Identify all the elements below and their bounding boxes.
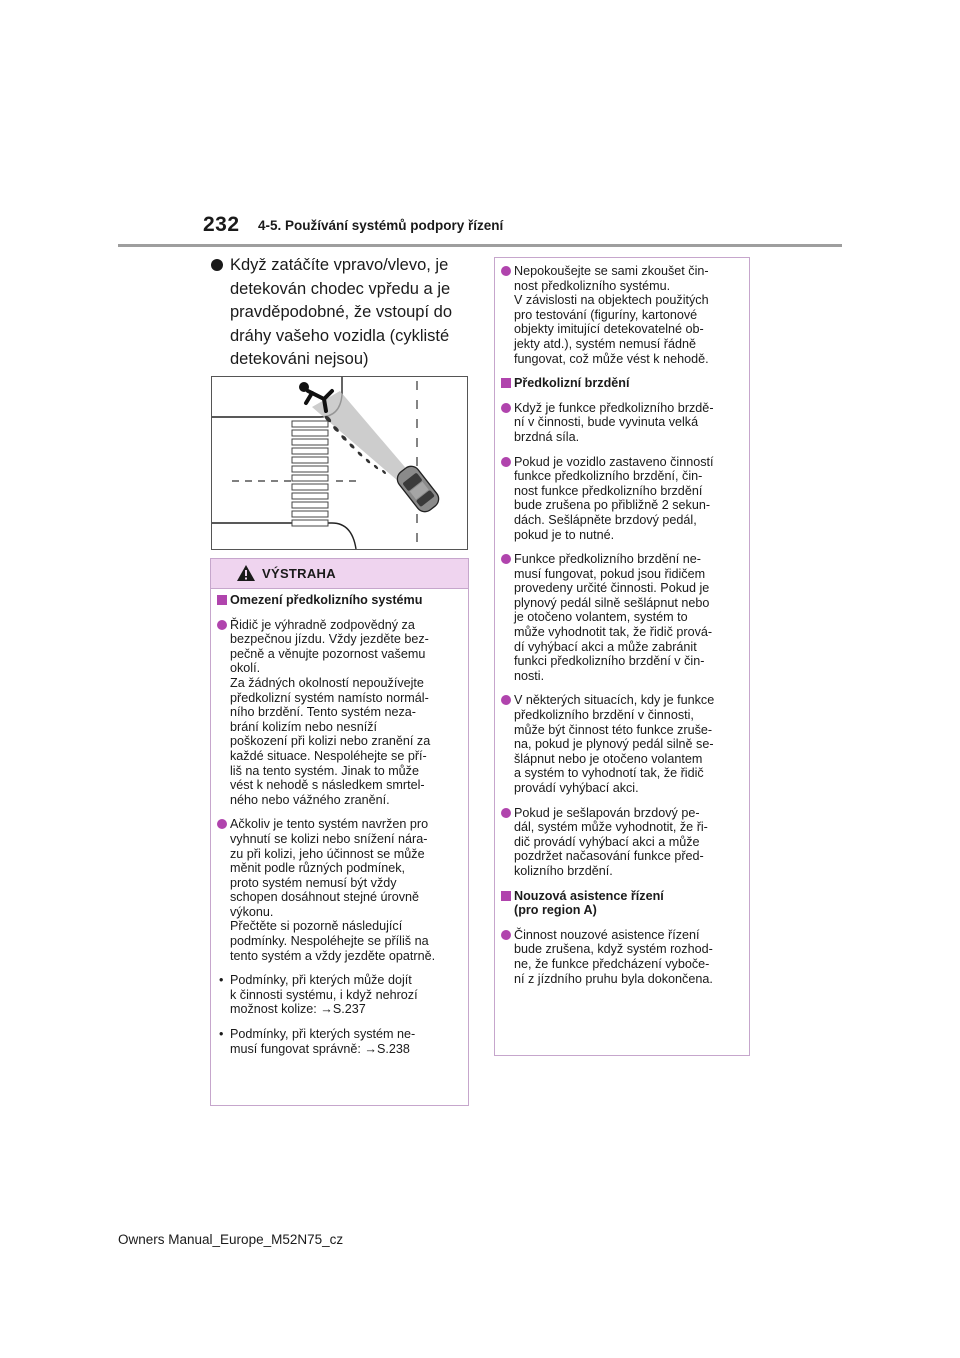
bullet-dot-icon [211,259,223,271]
info-bullet: V některých situacích, kdy je funkce předkolizního brzdění v činnosti, může být činnost této funkce zruše- na, pokud je plynový pedál silně se- šlápnut nebo je otočeno volantem a systém to vyhodnotí tak, že řidič provádí vyhýbací akci. [501,693,743,795]
small-dot-icon: • [219,1027,224,1042]
square-bullet-icon [501,378,511,388]
warning-bullet: Ačkoliv je tento systém navržen pro vyhnutí se kolizi nebo snížení nára- zu při kolizi, jeho účinnost se může měnit podle různých podmínek, proto systém nemusí být vždy schopen dosáhnout stejné úrovně výkonu. Přečtěte si pozorně následující podmínky. Nespoléhejte se příliš na tento systém a vždy jezděte opatrně. [217,817,462,963]
warning-sub-item: • Podmínky, při kterých systém ne- musí fungovat správně: →S.238 [219,1027,416,1056]
info-bullet: Pokud je sešlapován brzdový pe- dál, systém může vyhodnotit, že ři- dič provádí vyhýbací akci a může pozdržet načasování funkce před- kolizního brzdění. [501,806,743,879]
info-content [501,264,743,996]
square-bullet-icon [501,891,511,901]
crosswalk-stripes [292,421,328,526]
warning-sub-item: • Podmínky, při kterých může dojít k činnosti systému, i když nehrozí možnost kolize: →S.237 [219,973,418,1017]
intro-paragraph [211,254,469,372]
circle-bullet-icon [501,930,511,940]
curb-bottom-left [212,523,356,549]
info-box [494,257,750,1056]
info-bullet: Když je funkce předkolizního brzdě- ní v činnosti, bude vyvinuta velká brzdná síla. [501,401,743,445]
crosswalk-diagram [212,377,467,549]
circle-bullet-icon [501,808,511,818]
warning-box [210,558,469,1106]
footer-text: Owners Manual_Europe_M52N75_cz [118,1232,344,1247]
small-dot-icon: • [219,973,224,988]
header-divider [118,244,842,247]
circle-bullet-icon [501,457,511,467]
circle-bullet-icon [501,695,511,705]
circle-bullet-icon [501,266,511,276]
page-number: 232 [203,213,240,236]
circle-bullet-icon [501,403,511,413]
pedestrian-detection-illustration [211,376,468,550]
circle-bullet-icon [217,819,227,829]
warning-header [211,559,468,589]
info-bullet: Nepokoušejte se sami zkoušet čin- nost předkolizního systému. V závislosti na objektech použitých pro testování (figuríny, kartonové objekty imitující detekovatelné ob- jekty atd.), systém nemusí řádně fungovat, což může vést k nehodě. [501,264,743,366]
info-bullet: Funkce předkolizního brzdění ne- musí fungovat, pokud jsou řidičem provedeny určité činnosti. Pokud je plynový pedál silně sešlápnut nebo je otočeno volantem, systém to může vyhodnotit tak, že řidič prová- dí vyhýbací akci a může zabránit funkci předkolizního brzdění v čin- nosti. [501,552,743,683]
info-bullet: Činnost nouzové asistence řízení bude zrušena, když systém rozhod- ne, že funkce předcházení vyboče- ní z jízdního pruhu byla dokončena. [501,928,743,986]
warning-triangle-icon [236,564,256,582]
circle-bullet-icon [501,554,511,564]
info-heading: Předkolizní brzdění [501,376,743,391]
section-title: 4-5. Používání systémů podpory řízení [258,218,504,233]
warning-title: VÝSTRAHA [262,566,336,581]
square-bullet-icon [217,595,227,605]
warning-content [217,593,462,1066]
warning-bullet: Řidič je výhradně zodpovědný za bezpečnou jízdu. Vždy jezděte bez- pečně a věnujte pozornost vašemu okolí. Za žádných okolností nepoužívejte předkolizní systém namísto normál- ního brzdění. Tento systém neza- brání kolizím nebo nesníží poškození při kolizi nebo zranění za každé situace. Nespoléhejte se pří- liš na tento systém. Jinak to může vést k nehodě s následkem smrtel- ného nebo vážného zranění. [217,618,462,808]
warning-heading: Omezení předkolizního systému [217,593,462,608]
info-heading: Nouzová asistence řízení (pro region A) [501,889,743,918]
info-bullet: Pokud je vozidlo zastaveno činností funkce předkolizního brzdění, čin- nost funkce předkolizního brzdění bude zrušena po přibližně 2 sekun- dách. Sešlápněte brzdový pedál, pokud je to nutné. [501,455,743,543]
intro-text: Když zatáčíte vpravo/vlevo, je detekován chodec vpředu a je pravděpodobné, že vstoupí do dráhy vašeho vozidla (cyklisté detekováni nejsou) [230,256,453,368]
circle-bullet-icon [217,620,227,630]
